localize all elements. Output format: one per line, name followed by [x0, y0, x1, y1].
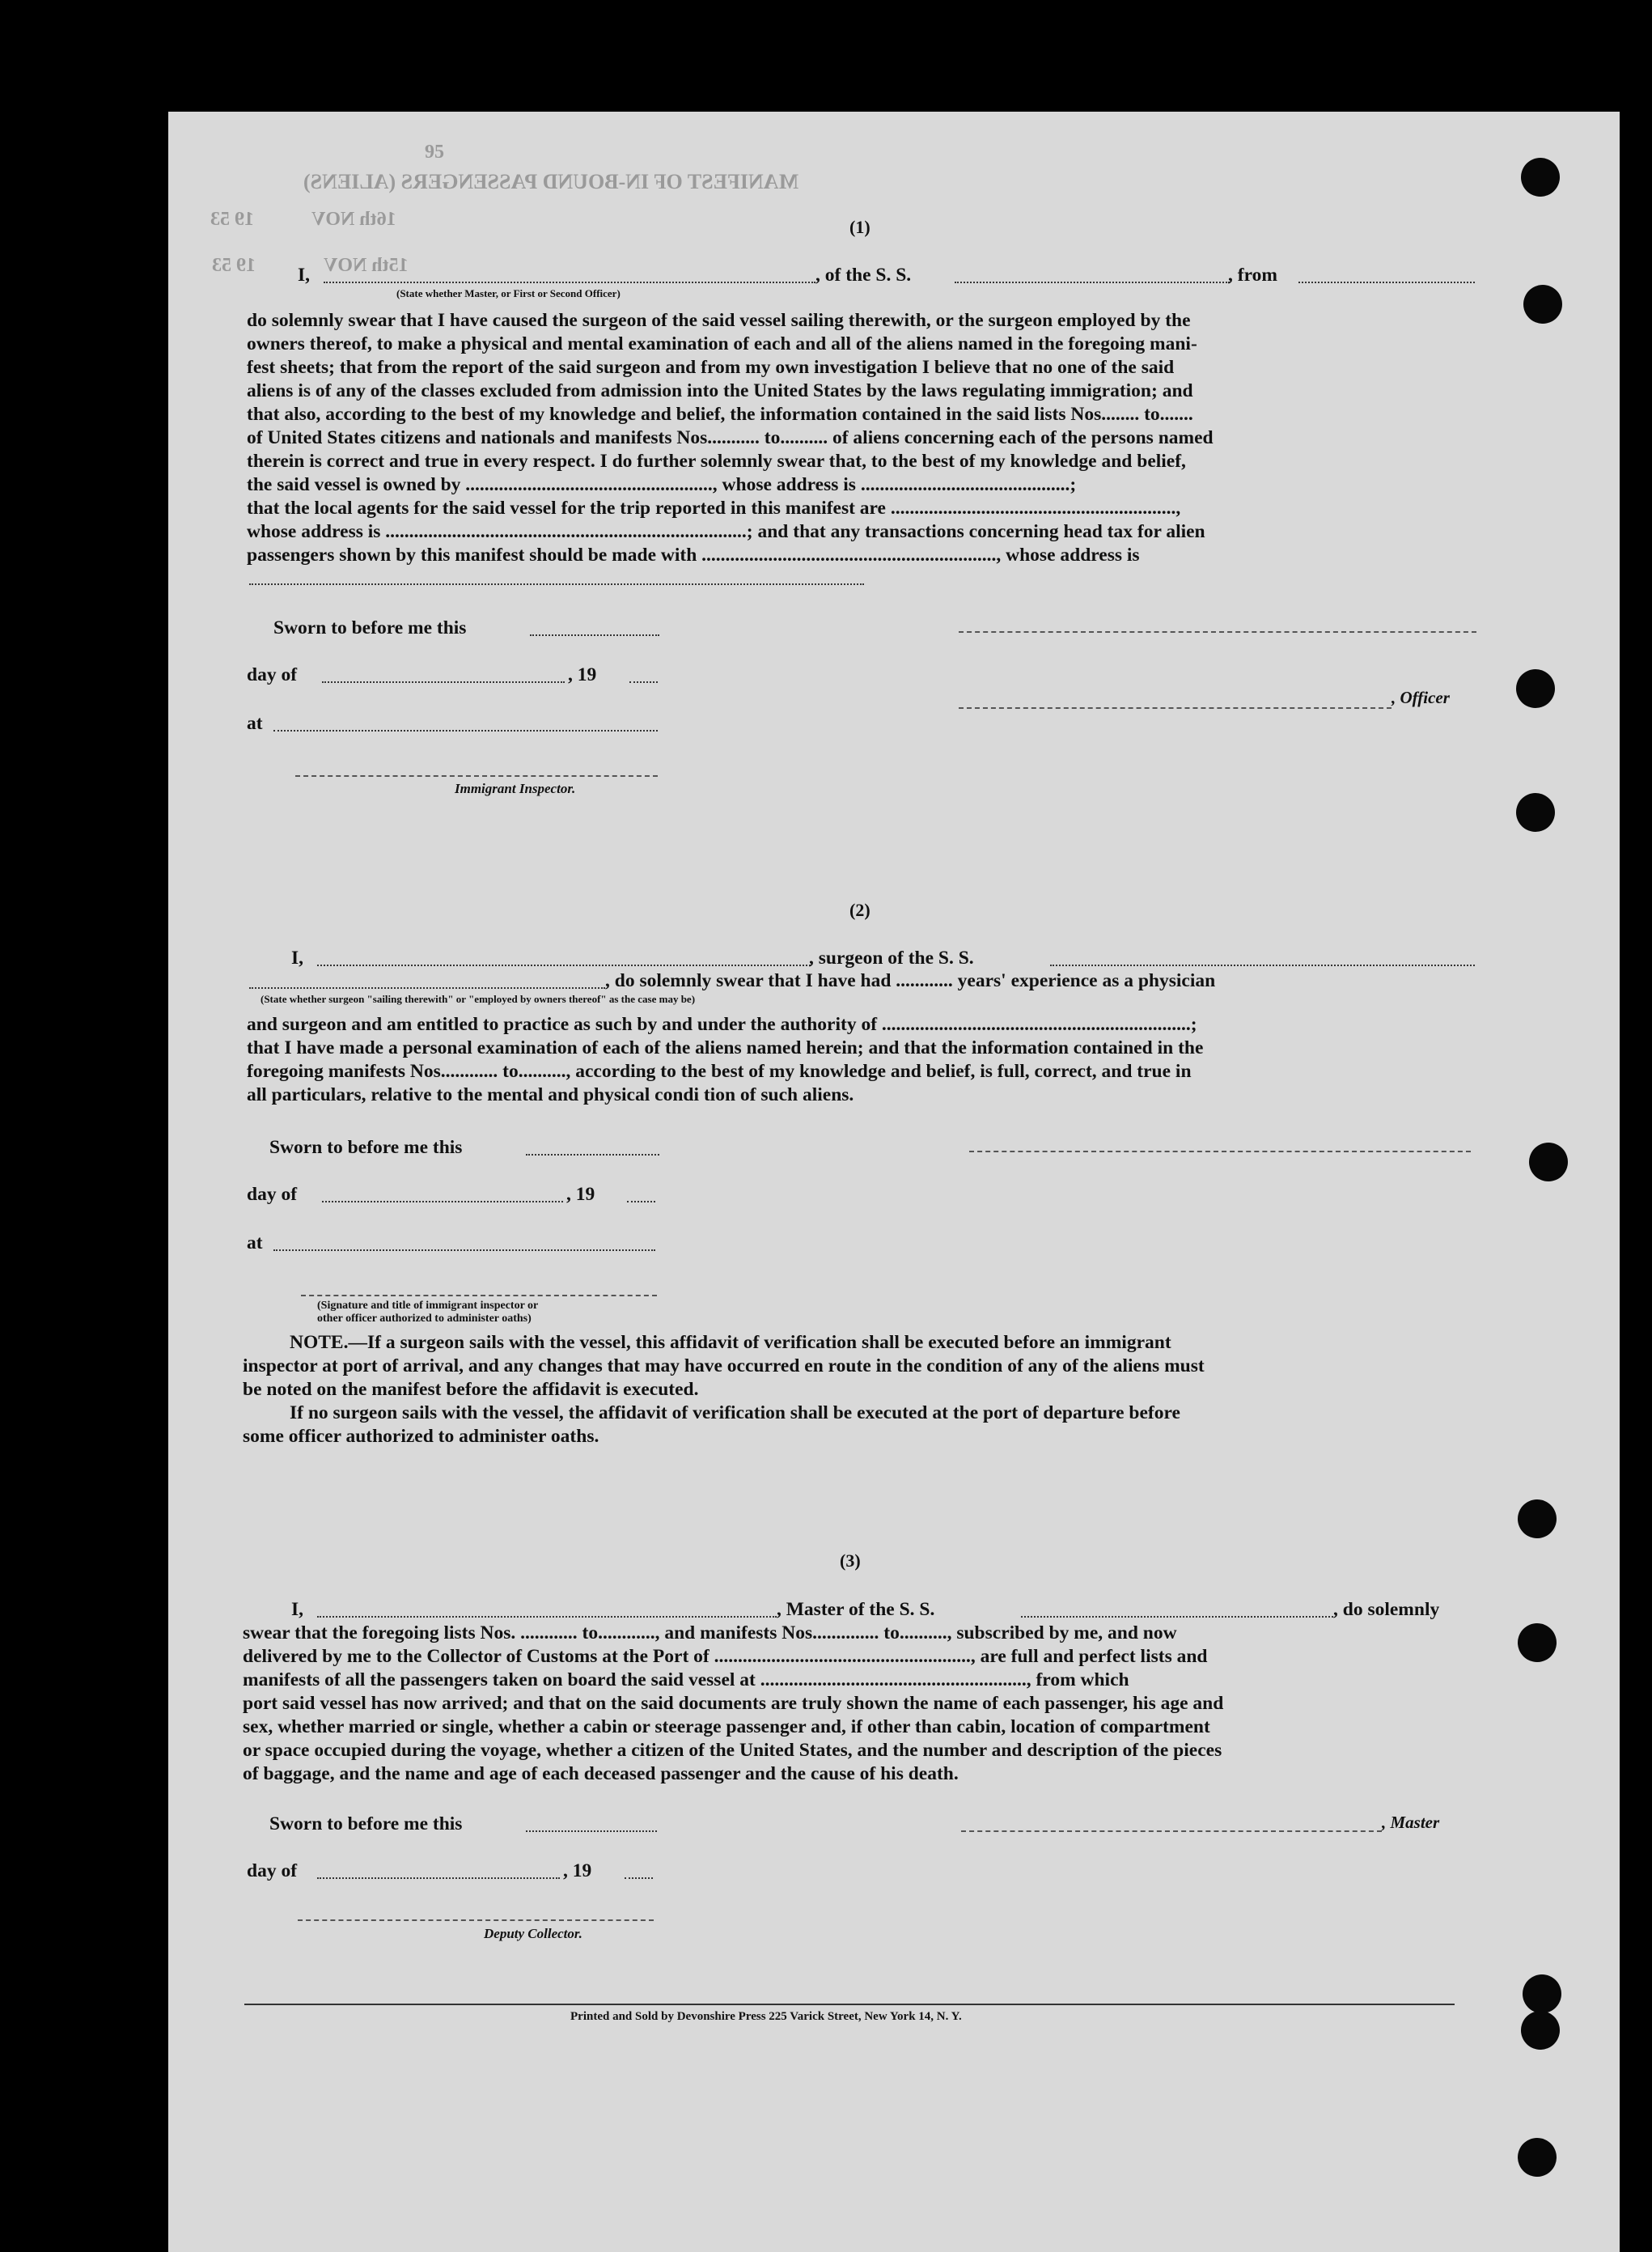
s3-body-line: of baggage, and the name and age of each deceased passenger and the cause of his death.: [243, 1763, 959, 1784]
s1-inspector-label: Immigrant Inspector.: [455, 781, 576, 796]
s3-master-name-field: [317, 1616, 777, 1618]
s1-i-label: I,: [298, 265, 311, 286]
s1-at-field: [273, 730, 658, 732]
faint-year: 19 53: [212, 255, 256, 276]
s3-swear-label: , do solemnly: [1333, 1599, 1440, 1620]
s3-body-line: sex, whether married or single, whether a cabin or steerage passenger and, if other than cabin, location of compartment: [243, 1716, 1210, 1737]
s1-body-line: aliens is of any of the classes excluded from admission into the United States by the laws regulating immigration; and: [247, 380, 1193, 401]
s2-surgeon-name-field: [317, 965, 811, 966]
punch-hole: [1518, 1499, 1557, 1538]
s2-year-field: [627, 1201, 655, 1202]
s3-i-label: I,: [291, 1599, 304, 1620]
footer-rule: [244, 2004, 1455, 2005]
s1-body-line: do solemnly swear that I have caused the surgeon of the said vessel sailing therewith, or the surgeon employed by the: [247, 310, 1191, 331]
faint-manifest-number: 95: [425, 142, 444, 163]
s2-note-line: NOTE.—If a surgeon sails with the vessel, this affidavit of verification shall be executed before an immigrant: [290, 1332, 1171, 1353]
s2-year-label: , 19: [566, 1184, 595, 1205]
s2-surgeon-caption: (State whether surgeon "sailing therewith" or "employed by owners thereof" as the case may be): [261, 993, 696, 1005]
s2-body-line: that I have made a personal examination of each of the aliens named herein; and that the information contained in the: [247, 1037, 1204, 1058]
s1-address-field: [249, 583, 864, 585]
s3-body-line: port said vessel has now arrived; and that on the said documents are truly shown the name of each passenger, his age and: [243, 1693, 1224, 1714]
punch-hole: [1523, 1974, 1561, 2013]
faint-date: 16th NOV: [311, 209, 396, 230]
punch-hole: [1521, 158, 1560, 197]
s2-signature-caption: other officer authorized to administer oaths): [317, 1313, 532, 1325]
s3-body-line: manifests of all the passengers taken on board the said vessel at ........................................................, from which: [243, 1669, 1129, 1690]
s3-day-label: day of: [247, 1860, 298, 1881]
s3-master-label: , Master of the S. S.: [777, 1599, 935, 1620]
s2-sworn-date-field: [526, 1154, 659, 1156]
s3-collector-label: Deputy Collector.: [484, 1926, 582, 1941]
punch-hole: [1518, 2138, 1557, 2177]
s1-year-field: [629, 681, 658, 683]
s3-year-label: , 19: [563, 1860, 592, 1881]
printer-imprint: Printed and Sold by Devonshire Press 225 Varick Street, New York 14, N. Y.: [570, 2010, 962, 2023]
s2-surgeon-signature-line: [969, 1151, 1471, 1152]
s1-body-line: passengers shown by this manifest should be made with .............................................................., whose address is: [247, 545, 1140, 566]
s2-note-line: inspector at port of arrival, and any changes that may have occurred en route in the condition of any of the aliens must: [243, 1355, 1205, 1376]
s1-body-line: that also, according to the best of my knowledge and belief, the information contained in the said lists Nos........ to.......: [247, 404, 1193, 425]
s1-body-line: of United States citizens and nationals and manifests Nos........... to.......... of aliens concerning each of the persons named: [247, 427, 1214, 448]
s1-body-line: therein is correct and true in every respect. I do further solemnly swear that, to the best of my knowledge and belief,: [247, 451, 1186, 472]
s1-year-label: , 19: [568, 664, 597, 685]
s1-day-label: day of: [247, 664, 298, 685]
s1-at-label: at: [247, 713, 263, 734]
section-1-heading: (1): [849, 217, 870, 237]
s1-body-line: whose address is ............................................................................; and that any transactions concerning head tax for alien: [247, 521, 1205, 542]
s3-body-line: or space occupied during the voyage, whether a citizen of the United States, and the number and description of the pieces: [243, 1740, 1222, 1761]
s2-body-line: and surgeon and am entitled to practice as such by and under the authority of .................................................................;: [247, 1014, 1197, 1035]
s1-body-line: that the local agents for the said vessel for the trip reported in this manifest are ............................................................,: [247, 498, 1181, 519]
s2-sailing-field: [249, 987, 605, 989]
s3-body-line: delivered by me to the Collector of Customs at the Port of ......................................................, are full and perfect lists and: [243, 1646, 1208, 1667]
s3-sworn-date-field: [526, 1830, 657, 1832]
s2-surgeon-label: , surgeon of the S. S.: [809, 948, 974, 969]
s2-note-line: some officer authorized to administer oaths.: [243, 1426, 599, 1447]
s1-officer-label: , Officer: [1391, 688, 1450, 707]
punch-hole: [1523, 285, 1562, 324]
s2-inspector-signature-line: [301, 1295, 657, 1296]
s2-day-field: [322, 1201, 563, 1202]
s2-note-line: If no surgeon sails with the vessel, the affidavit of verification shall be executed at the port of departure before: [290, 1402, 1180, 1423]
s1-officer-title-line: [959, 707, 1391, 709]
s1-day-field: [322, 681, 565, 683]
s1-ss-label: , of the S. S.: [815, 265, 912, 286]
s2-note-line: be noted on the manifest before the affidavit is executed.: [243, 1379, 699, 1400]
s1-officer-signature-line: [959, 631, 1476, 633]
s3-master-signature-line: [961, 1830, 1382, 1832]
s1-body-line: fest sheets; that from the report of the said surgeon and from my own investigation I believe that no one of the said: [247, 357, 1175, 378]
s2-at-label: at: [247, 1232, 263, 1253]
section-3-heading: (3): [840, 1550, 861, 1571]
section-2-heading: (2): [849, 900, 870, 920]
s1-vessel-field: [955, 282, 1230, 283]
s3-day-field: [317, 1877, 560, 1879]
punch-hole: [1529, 1143, 1568, 1181]
s2-sworn-label: Sworn to before me this: [269, 1137, 463, 1158]
punch-hole: [1518, 1623, 1557, 1662]
s2-i-label: I,: [291, 948, 304, 969]
faint-year: 19 53: [210, 209, 254, 230]
s2-swear-line: , do solemnly swear that I have had ............ years' experience as a physician: [605, 970, 1216, 991]
s2-body-line: foregoing manifests Nos............ to.........., according to the best of my knowledge and belief, is full, correct, and true in: [247, 1061, 1192, 1082]
s1-port-field: [1298, 282, 1475, 283]
s1-body-line: the said vessel is owned by ...................................................., whose address is ............................................;: [247, 474, 1077, 495]
s3-body-line: swear that the foregoing lists Nos. ............ to............, and manifests Nos.............. to.........., subscribed by me, and now: [243, 1622, 1177, 1643]
s1-officer-name-field: [324, 282, 815, 283]
s2-vessel-field: [1050, 965, 1475, 966]
s1-from-label: , from: [1228, 265, 1277, 286]
s3-collector-signature-line: [298, 1919, 654, 1921]
s1-body-line: owners thereof, to make a physical and mental examination of each and all of the aliens named in the foregoing mani-: [247, 333, 1197, 354]
s2-signature-caption: (Signature and title of immigrant inspector or: [317, 1300, 539, 1312]
punch-hole: [1521, 2011, 1560, 2050]
s3-sworn-label: Sworn to before me this: [269, 1813, 463, 1834]
s3-year-field: [625, 1877, 653, 1879]
punch-hole: [1516, 669, 1555, 708]
s1-sworn-date-field: [530, 634, 659, 636]
s3-vessel-field: [1021, 1616, 1333, 1618]
punch-hole: [1516, 793, 1555, 832]
s2-day-label: day of: [247, 1184, 298, 1205]
s2-body-line: all particulars, relative to the mental and physical condi tion of such aliens.: [247, 1084, 854, 1105]
s1-sworn-label: Sworn to before me this: [273, 617, 467, 638]
s2-at-field: [273, 1249, 655, 1251]
s1-officer-caption: (State whether Master, or First or Second Officer): [396, 287, 621, 299]
faint-manifest-title: MANIFEST OF IN-BOUND PASSENGERS (ALIENS): [303, 170, 799, 193]
s1-inspector-signature-line: [295, 775, 658, 777]
faint-date: 15th NOV: [324, 255, 409, 276]
s3-master-title: , Master: [1382, 1813, 1440, 1832]
